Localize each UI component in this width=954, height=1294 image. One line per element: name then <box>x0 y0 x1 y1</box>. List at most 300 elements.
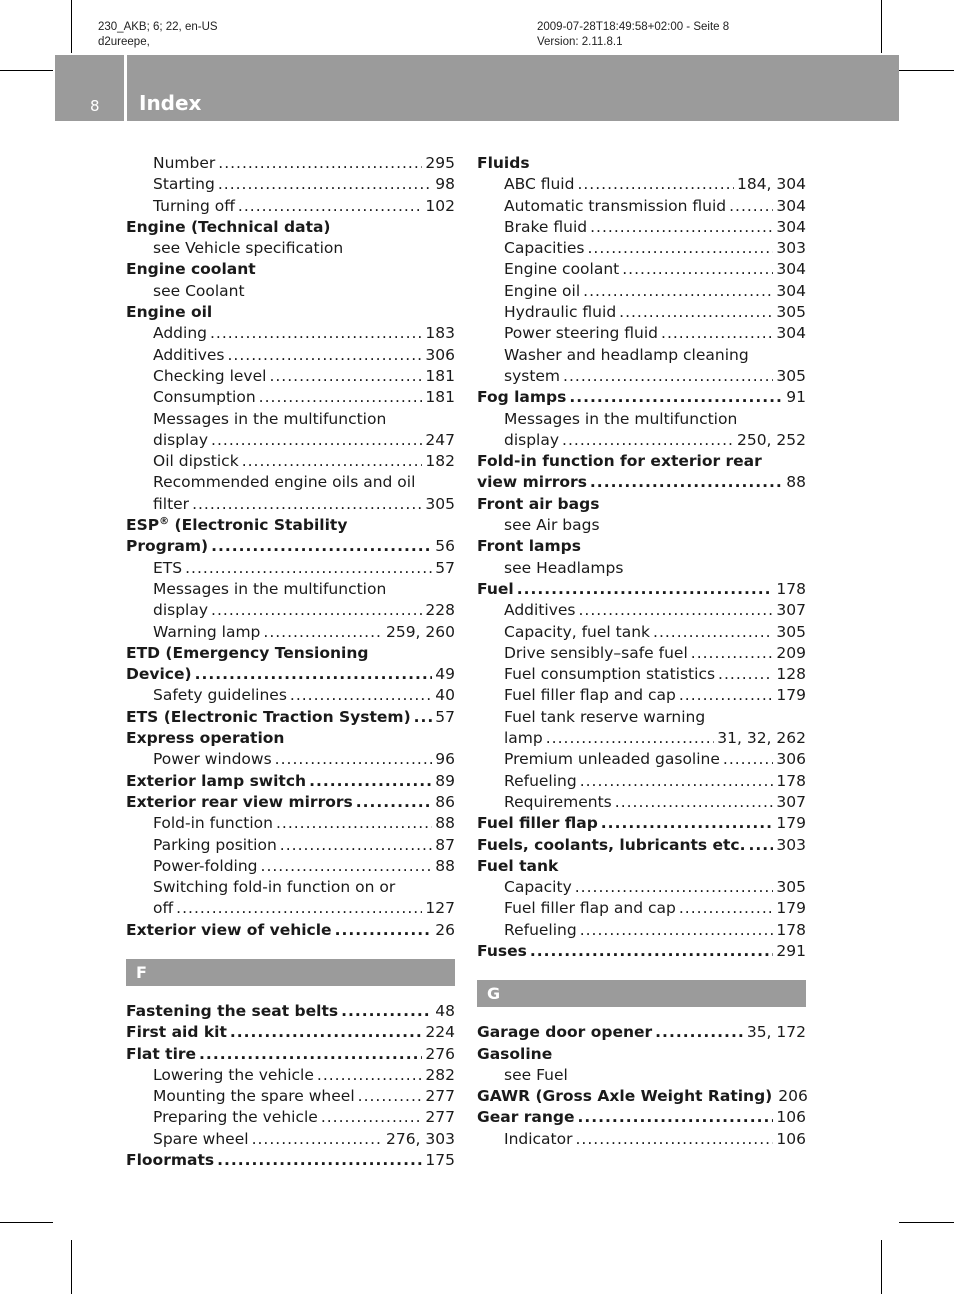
index-subentry <box>126 409 455 430</box>
entry-term: Capacity <box>504 878 572 897</box>
page-reference: 35, 172 <box>746 1023 806 1042</box>
page-reference: 40 <box>435 686 455 705</box>
dot-leader <box>562 430 734 451</box>
entry-term: Drive sensibly–safe fuel <box>504 643 688 662</box>
entry-term: Requirements <box>504 792 612 811</box>
entry-term: Engine coolant <box>504 260 620 279</box>
dot-leader <box>563 366 773 387</box>
entry-term: Fuel consumption statistics <box>504 665 716 684</box>
index-subentry <box>126 323 455 344</box>
crop-mark <box>0 70 53 71</box>
entry-term: view mirrors <box>477 473 587 492</box>
index-subentry <box>126 877 455 898</box>
dot-leader <box>210 323 422 344</box>
entry-term: Power windows <box>153 750 272 769</box>
dot-leader <box>263 622 383 643</box>
index-entry <box>477 835 806 856</box>
index-subentry <box>126 749 455 770</box>
index-subentry <box>126 1086 455 1107</box>
dot-leader <box>238 196 422 217</box>
page-reference: 49 <box>435 665 455 684</box>
entry-term: Preparing the vehicle <box>153 1108 318 1127</box>
page-reference: 304 <box>776 196 806 215</box>
page-reference: 304 <box>776 324 806 343</box>
page-number: 8 <box>90 97 100 115</box>
dot-leader <box>546 728 715 749</box>
index-entry <box>126 1150 455 1171</box>
dot-leader <box>276 813 432 834</box>
entry-term: Fuel filler flap and cap <box>504 899 676 918</box>
index-subentry <box>126 174 455 195</box>
index-subentry <box>477 898 806 919</box>
index-subentry <box>126 494 455 515</box>
dot-leader <box>199 1044 422 1065</box>
page-reference: 276, 303 <box>385 1129 455 1148</box>
page-reference: 206 <box>778 1087 808 1106</box>
page-reference: 307 <box>776 601 806 620</box>
index-subentry <box>126 366 455 387</box>
dot-leader <box>280 835 432 856</box>
entry-term: Fold-in function for exterior rear <box>477 452 762 471</box>
index-subentry <box>126 196 455 217</box>
dot-leader <box>655 1022 744 1043</box>
dot-leader <box>195 664 433 685</box>
index-subentry <box>126 281 455 302</box>
index-subentry <box>477 217 806 238</box>
entry-term: Refueling <box>504 920 577 939</box>
entry-term: Floormats <box>126 1151 215 1170</box>
dot-leader <box>211 430 422 451</box>
page-reference: 304 <box>776 281 806 300</box>
page-reference: 31, 32, 262 <box>717 729 806 748</box>
index-subentry <box>126 835 455 856</box>
crop-mark <box>899 1222 954 1223</box>
entry-term: Exterior view of vehicle <box>126 920 332 939</box>
index-entry <box>126 920 455 941</box>
page-reference: 306 <box>425 345 455 364</box>
entry-term: Front lamps <box>477 537 581 556</box>
index-entry <box>477 153 806 174</box>
entry-term: Gear range <box>477 1108 575 1127</box>
index-subentry <box>477 430 806 451</box>
entry-term: Spare wheel <box>153 1129 249 1148</box>
entry-term: Switching fold-in function on or <box>153 878 396 897</box>
dot-leader <box>517 579 774 600</box>
index-subentry <box>477 366 806 387</box>
entry-term: Engine (Technical data) <box>126 217 331 236</box>
entry-term: Consumption <box>153 388 256 407</box>
index-entry <box>126 515 455 536</box>
index-entry <box>126 664 455 685</box>
dot-leader <box>576 1129 774 1150</box>
entry-term: Washer and headlamp cleaning <box>504 345 749 364</box>
index-subentry <box>126 856 455 877</box>
page-reference: 56 <box>435 537 455 556</box>
index-subentry <box>126 451 455 472</box>
page-reference: 259, 260 <box>385 622 455 641</box>
entry-term: Engine oil <box>504 281 581 300</box>
index-subentry <box>477 600 806 621</box>
page-reference: 277 <box>425 1108 455 1127</box>
index-subentry <box>126 622 455 643</box>
index-subentry <box>477 685 806 706</box>
index-subentry <box>126 1107 455 1128</box>
index-entry <box>126 259 455 280</box>
entry-term: Capacities <box>504 239 585 258</box>
index-entry <box>477 472 806 493</box>
entry-term: Refueling <box>504 771 577 790</box>
entry-term: ETS <box>153 558 183 577</box>
dot-leader <box>176 898 422 919</box>
entry-term: Parking position <box>153 835 277 854</box>
crop-mark <box>881 1240 882 1294</box>
dot-leader <box>590 472 783 493</box>
page-reference: 209 <box>776 643 806 662</box>
index-subentry <box>477 707 806 728</box>
page-reference: 89 <box>435 771 455 790</box>
entry-term: ABC fluid <box>504 175 575 194</box>
entry-term: ETS (Electronic Traction System) <box>126 707 411 726</box>
index-subentry <box>477 1065 806 1086</box>
index-subentry <box>126 1065 455 1086</box>
entry-term: Hydraulic fluid <box>504 303 617 322</box>
page-reference: 305 <box>776 878 806 897</box>
entry-term: Brake fluid <box>504 217 588 236</box>
index-entry <box>477 813 806 834</box>
index-entry <box>126 728 455 749</box>
index-entry <box>126 536 455 557</box>
entry-term: see Headlamps <box>504 558 624 577</box>
dot-leader <box>577 174 734 195</box>
page-reference: 305 <box>425 494 455 513</box>
index-subentry <box>126 685 455 706</box>
entry-term: Warning lamp <box>153 622 261 641</box>
index-subentry <box>477 515 806 536</box>
dot-leader <box>227 345 422 366</box>
dot-leader <box>679 898 774 919</box>
entry-term: GAWR (Gross Axle Weight Rating) <box>477 1087 773 1106</box>
page-reference: 305 <box>776 303 806 322</box>
index-subentry <box>477 792 806 813</box>
entry-term: Adding <box>153 324 207 343</box>
entry-term: Fuel <box>477 579 514 598</box>
entry-term: Fold-in function <box>153 814 273 833</box>
entry-term: lamp <box>504 729 543 748</box>
entry-term: Exterior rear view mirrors <box>126 792 353 811</box>
dot-leader <box>580 920 774 941</box>
page-reference: 106 <box>776 1108 806 1127</box>
letter-section-heading: G <box>477 980 806 1007</box>
dot-leader <box>569 387 783 408</box>
dot-leader <box>530 941 774 962</box>
page-reference: 247 <box>425 430 455 449</box>
index-entry <box>477 451 806 472</box>
index-subentry <box>477 238 806 259</box>
page-reference: 91 <box>786 388 806 407</box>
dot-leader <box>601 813 774 834</box>
crop-mark <box>899 70 954 71</box>
entry-term: see Air bags <box>504 516 600 535</box>
index-entry <box>477 536 806 557</box>
index-entry <box>126 771 455 792</box>
page-reference: 106 <box>776 1129 806 1148</box>
dot-leader <box>230 1022 423 1043</box>
page-reference: 224 <box>425 1023 455 1042</box>
page-reference: 178 <box>776 920 806 939</box>
entry-term: Capacity, fuel tank <box>504 622 651 641</box>
dot-leader <box>414 707 433 728</box>
index-subentry <box>477 749 806 770</box>
entry-term: see Vehicle specification <box>153 239 344 258</box>
entry-term: Messages in the multifunction <box>153 409 387 428</box>
entry-term: Front air bags <box>477 494 600 513</box>
page-reference: 88 <box>435 856 455 875</box>
entry-term: Power steering fluid <box>504 324 659 343</box>
index-subentry <box>477 728 806 749</box>
index-subentry <box>477 664 806 685</box>
index-subentry <box>477 877 806 898</box>
crop-mark <box>881 0 882 53</box>
entry-term: Checking level <box>153 366 267 385</box>
dot-leader <box>321 1107 423 1128</box>
page-reference: 88 <box>786 473 806 492</box>
dot-leader <box>335 920 433 941</box>
index-entry <box>126 1022 455 1043</box>
entry-term: display <box>153 430 209 449</box>
index-subentry <box>477 302 806 323</box>
index-subentry <box>126 600 455 621</box>
entry-term: Fuel tank reserve warning <box>504 707 706 726</box>
entry-term: Express operation <box>126 729 285 748</box>
index-entry <box>477 1044 806 1065</box>
page-reference: 305 <box>776 622 806 641</box>
entry-term: Mounting the spare wheel <box>153 1087 355 1106</box>
page-reference: 291 <box>776 941 806 960</box>
index-entry <box>477 387 806 408</box>
entry-term: Program) <box>126 537 209 556</box>
page-reference: 98 <box>435 175 455 194</box>
crop-mark <box>71 1240 72 1294</box>
entry-term: system <box>504 366 561 385</box>
entry-term: Turning off <box>153 196 235 215</box>
index-column-right <box>477 153 806 1150</box>
page-reference: 102 <box>425 196 455 215</box>
page-reference: 179 <box>776 899 806 918</box>
dot-leader <box>290 685 432 706</box>
index-subentry <box>126 472 455 493</box>
index-entry <box>477 856 806 877</box>
dot-leader <box>580 771 774 792</box>
page-reference: 307 <box>776 792 806 811</box>
entry-term: see Coolant <box>153 281 245 300</box>
page-reference: 48 <box>435 1001 455 1020</box>
entry-term: Engine oil <box>126 303 213 322</box>
dot-leader <box>619 302 773 323</box>
entry-term: Device) <box>126 665 192 684</box>
index-subentry <box>477 174 806 195</box>
entry-term: Gasoline <box>477 1044 553 1063</box>
index-subentry <box>477 558 806 579</box>
entry-term: Flat tire <box>126 1044 197 1063</box>
page-reference: 96 <box>435 750 455 769</box>
index-entry <box>477 1086 806 1107</box>
page-reference: 303 <box>776 835 806 854</box>
page-reference: 26 <box>435 920 455 939</box>
dot-leader <box>356 792 433 813</box>
page-reference: 303 <box>776 239 806 258</box>
page-reference: 128 <box>776 665 806 684</box>
page-reference: 184, 304 <box>736 175 806 194</box>
index-subentry <box>477 196 806 217</box>
entry-term: Starting <box>153 175 215 194</box>
entry-term: Fuel filler flap and cap <box>504 686 676 705</box>
page-reference: 295 <box>425 154 455 172</box>
print-meta-right <box>537 20 729 50</box>
index-subentry <box>477 1129 806 1150</box>
index-subentry <box>477 323 806 344</box>
dot-leader <box>269 366 422 387</box>
page-reference: 304 <box>776 260 806 279</box>
page-reference: 306 <box>776 750 806 769</box>
page-reference: 181 <box>425 366 455 385</box>
dot-leader <box>583 281 773 302</box>
meta-right-line1: 2009-07-28T18:49:58+02:00 - Seite 8 <box>537 21 730 33</box>
meta-left-line2: d2ureepe, <box>98 36 150 48</box>
dot-leader <box>192 494 422 515</box>
print-meta-left <box>98 20 218 50</box>
index-entry <box>477 579 806 600</box>
entry-term: Power-folding <box>153 856 258 875</box>
dot-leader <box>317 1065 423 1086</box>
dot-leader <box>309 771 432 792</box>
index-subentry <box>477 259 806 280</box>
dot-leader <box>590 217 773 238</box>
index-subentry <box>126 898 455 919</box>
entry-term: ESP® (Electronic Stability <box>126 515 348 535</box>
dot-leader <box>218 174 432 195</box>
page-reference: 304 <box>776 217 806 236</box>
dot-leader <box>718 664 773 685</box>
entry-term: Lowering the vehicle <box>153 1065 314 1084</box>
page-reference: 87 <box>435 835 455 854</box>
entry-term: Fastening the seat belts <box>126 1001 339 1020</box>
dot-leader <box>691 643 774 664</box>
page-reference: 282 <box>425 1065 455 1084</box>
dot-leader <box>575 877 774 898</box>
page-reference: 182 <box>425 452 455 471</box>
index-entry <box>126 643 455 664</box>
entry-term: First aid kit <box>126 1023 227 1042</box>
index-subentry <box>126 430 455 451</box>
crop-mark <box>71 0 72 53</box>
crop-mark <box>0 1222 53 1223</box>
entry-term: Indicator <box>504 1129 573 1148</box>
index-subentry <box>477 920 806 941</box>
dot-leader <box>242 451 423 472</box>
page-reference: 276 <box>425 1044 455 1063</box>
page-reference: 57 <box>435 707 455 726</box>
entry-term: filter <box>153 494 190 513</box>
dot-leader <box>679 685 774 706</box>
entry-term: Recommended engine oils and oil <box>153 473 416 492</box>
entry-term: Fuel filler flap <box>477 814 598 833</box>
dot-leader <box>211 600 422 621</box>
page-reference: 57 <box>435 558 455 577</box>
index-subentry <box>126 579 455 600</box>
entry-term: Premium unleaded gasoline <box>504 750 720 769</box>
meta-right-line2: Version: 2.11.8.1 <box>537 36 623 48</box>
dot-leader <box>259 387 423 408</box>
index-subentry <box>477 345 806 366</box>
page-reference: 181 <box>425 388 455 407</box>
dot-leader <box>615 792 774 813</box>
dot-leader <box>341 1001 432 1022</box>
dot-leader <box>217 1150 422 1171</box>
entry-term: Additives <box>504 601 576 620</box>
entry-term: Exterior lamp switch <box>126 771 307 790</box>
index-subentry <box>126 153 455 174</box>
page-reference: 305 <box>776 366 806 385</box>
dot-leader <box>653 622 773 643</box>
entry-term: Automatic transmission fluid <box>504 196 727 215</box>
dot-leader <box>749 835 774 856</box>
dot-leader <box>587 238 773 259</box>
index-subentry <box>477 643 806 664</box>
index-entry <box>126 707 455 728</box>
dot-leader <box>729 196 773 217</box>
entry-term: Messages in the multifunction <box>153 579 387 598</box>
page-reference: 178 <box>776 579 806 598</box>
dot-leader <box>577 1107 773 1128</box>
page-reference: 250, 252 <box>736 430 806 449</box>
entry-term: display <box>504 430 560 449</box>
entry-term: Fuses <box>477 941 527 960</box>
index-entry <box>126 1001 455 1022</box>
index-subentry <box>126 1129 455 1150</box>
dot-leader <box>661 323 773 344</box>
index-entry <box>477 1107 806 1128</box>
index-subentry <box>477 771 806 792</box>
page-reference: 127 <box>425 899 455 918</box>
page-reference: 179 <box>776 814 806 833</box>
letter-section-heading: F <box>126 959 455 986</box>
dot-leader <box>275 749 433 770</box>
dot-leader <box>185 558 432 579</box>
page-reference: 178 <box>776 771 806 790</box>
meta-left-line1: 230_AKB; 6; 22, en-US <box>98 21 218 33</box>
dot-leader <box>261 856 433 877</box>
entry-term: Messages in the multifunction <box>504 409 738 428</box>
index-entry <box>126 302 455 323</box>
entry-term: Fuel tank <box>477 856 559 875</box>
dot-leader <box>218 153 422 174</box>
page-reference: 86 <box>435 792 455 811</box>
dot-leader <box>723 749 774 770</box>
section-title: Index <box>139 91 202 115</box>
index-entry <box>477 1022 806 1043</box>
entry-term: see Fuel <box>504 1065 568 1084</box>
index-entry <box>126 792 455 813</box>
page-reference: 228 <box>425 601 455 620</box>
dot-leader <box>358 1086 423 1107</box>
entry-term: Oil dipstick <box>153 452 239 471</box>
entry-term: Fog lamps <box>477 388 567 407</box>
dot-leader <box>578 600 773 621</box>
page-reference: 183 <box>425 324 455 343</box>
page-reference: 175 <box>425 1151 455 1170</box>
index-subentry <box>126 238 455 259</box>
entry-term: display <box>153 601 209 620</box>
